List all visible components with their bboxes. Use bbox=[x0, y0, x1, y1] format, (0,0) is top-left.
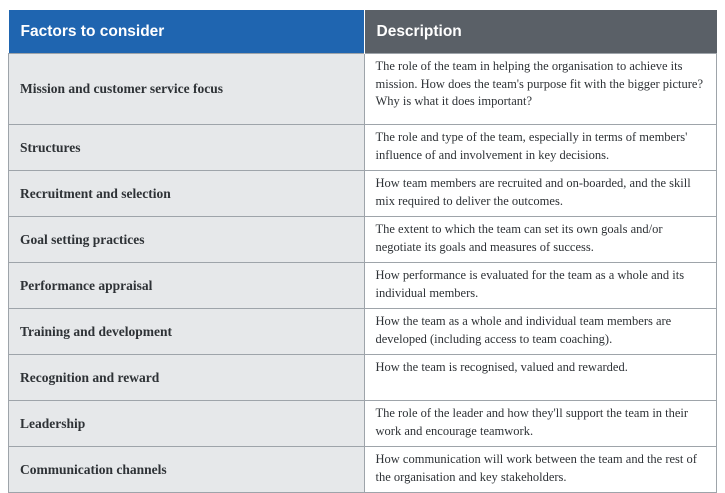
table-row bbox=[9, 447, 717, 493]
table-row bbox=[9, 171, 717, 217]
description-cell: How team members are recruited and on-boarded, and the skill mix required to deliver the outcomes. bbox=[364, 171, 717, 217]
factor-cell: Recognition and reward bbox=[9, 355, 365, 401]
factor-cell: Training and development bbox=[9, 309, 365, 355]
factors-table bbox=[8, 10, 717, 493]
table-row bbox=[9, 217, 717, 263]
description-cell: The extent to which the team can set its own goals and/or negotiate its goals and measures of success. bbox=[364, 217, 717, 263]
header-factors: Factors to consider bbox=[9, 10, 365, 54]
description-cell: How performance is evaluated for the team as a whole and its individual members. bbox=[364, 263, 717, 309]
factor-cell: Mission and customer service focus bbox=[9, 54, 365, 125]
description-cell: How communication will work between the team and the rest of the organisation and key stakeholders. bbox=[364, 447, 717, 493]
description-cell: How the team is recognised, valued and rewarded. bbox=[364, 355, 717, 401]
description-cell: How the team as a whole and individual team members are developed (including access to team coaching). bbox=[364, 309, 717, 355]
description-cell: The role and type of the team, especially in terms of members' influence of and involvement in key decisions. bbox=[364, 125, 717, 171]
description-cell: The role of the leader and how they'll support the team in their work and encourage teamwork. bbox=[364, 401, 717, 447]
table-row bbox=[9, 309, 717, 355]
table-row bbox=[9, 54, 717, 125]
factor-cell: Performance appraisal bbox=[9, 263, 365, 309]
factor-cell: Goal setting practices bbox=[9, 217, 365, 263]
table-header-row bbox=[9, 10, 717, 54]
description-cell: The role of the team in helping the organisation to achieve its mission. How does the team's purpose fit with the bigger picture? Why is what it does important? bbox=[364, 54, 717, 125]
table-row bbox=[9, 263, 717, 309]
factor-cell: Communication channels bbox=[9, 447, 365, 493]
table-row bbox=[9, 125, 717, 171]
table-row bbox=[9, 401, 717, 447]
factor-cell: Leadership bbox=[9, 401, 365, 447]
header-description: Description bbox=[364, 10, 717, 54]
factor-cell: Structures bbox=[9, 125, 365, 171]
factor-cell: Recruitment and selection bbox=[9, 171, 365, 217]
table-row bbox=[9, 355, 717, 401]
